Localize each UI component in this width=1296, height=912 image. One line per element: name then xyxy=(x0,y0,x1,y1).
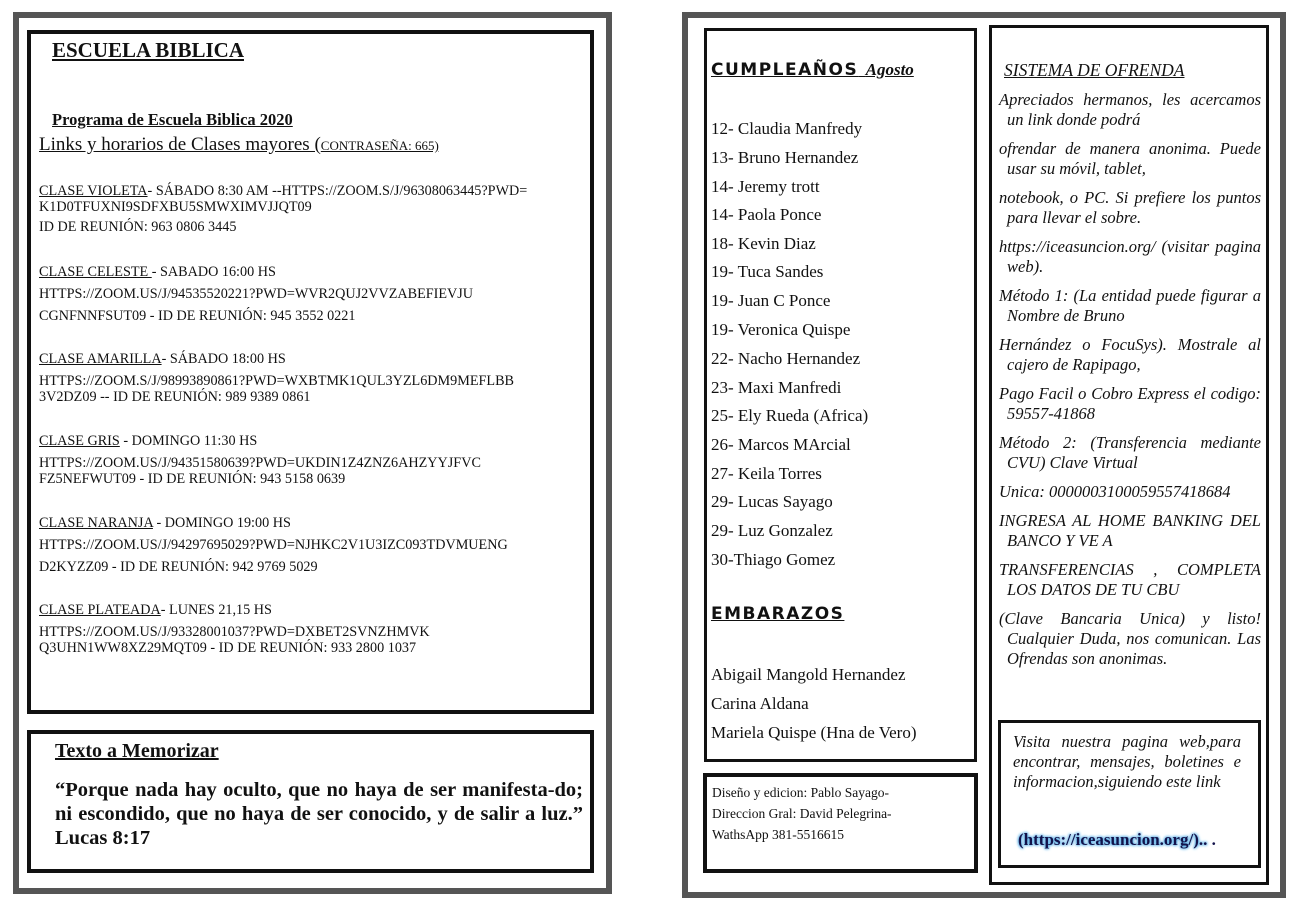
birthday-item: 14- Jeremy trott xyxy=(711,177,820,196)
program-title: Programa de Escuela Biblica 2020 xyxy=(52,110,293,129)
birthday-item: 29- Lucas Sayago xyxy=(711,492,833,511)
class-meeting-id: Q3UHN1WW8XZ29MQT09 - ID DE REUNIÓN: 933 2800 1037 xyxy=(39,640,417,656)
credits-design: Diseño y edicion: Pablo Sayago- xyxy=(712,785,889,800)
offering-paragraph: INGRESA AL HOME BANKING DEL BANCO Y VE A xyxy=(999,511,1261,550)
birthday-item: 19- Veronica Quispe xyxy=(711,320,851,339)
website-link[interactable] xyxy=(1018,830,1216,850)
birthday-item: 14- Paola Ponce xyxy=(711,205,822,224)
class-link[interactable]: HTTPS://ZOOM.US/J/94535520221?PWD=WVR2QUJ2VVZABEFIEVJU xyxy=(39,286,474,302)
website-trail: . xyxy=(1207,830,1216,849)
class-schedule: - DOMINGO 11:30 HS xyxy=(119,433,258,449)
pregnancies-title: EMBARAZOS xyxy=(711,604,845,624)
class-gris xyxy=(39,433,584,487)
offering-paragraph: Apreciados hermanos, les acercamos un link donde podrá xyxy=(999,90,1261,129)
birthday-item: 12- Claudia Manfredy xyxy=(711,119,863,138)
class-schedule: - SÁBADO 18:00 HS xyxy=(161,351,286,367)
birthday-item: 19- Tuca Sandes xyxy=(711,262,824,281)
links-title xyxy=(39,134,439,156)
class-meeting-id: D2KYZZ09 - ID DE REUNIÓN: 942 9769 5029 xyxy=(39,559,318,575)
class-plateada xyxy=(39,602,584,656)
class-schedule: - SÁBADO 8:30 AM --HTTPS://ZOOM.S/J/96308063445?PWD= xyxy=(147,183,528,199)
offering-paragraph: TRANSFERENCIAS , COMPLETA LOS DATOS DE TU CBU xyxy=(999,560,1261,599)
memory-verse-title: Texto a Memorizar xyxy=(55,740,219,762)
birthday-item: 19- Juan C Ponce xyxy=(711,291,831,310)
class-name: CLASE VIOLETA xyxy=(39,183,148,199)
class-meeting-id: FZ5NEFWUT09 - ID DE REUNIÓN: 943 5158 0639 xyxy=(39,471,346,487)
birthday-item: 23- Maxi Manfredi xyxy=(711,378,842,397)
class-name: CLASE CELESTE xyxy=(39,264,152,280)
class-meeting-id: ID DE REUNIÓN: 963 0806 3445 xyxy=(39,219,237,235)
class-amarilla xyxy=(39,351,584,405)
pregnancy-item: Carina Aldana xyxy=(711,694,809,713)
bible-school-title: ESCUELA BIBLICA xyxy=(52,38,244,62)
birthday-item: 13- Bruno Hernandez xyxy=(711,148,859,167)
class-meeting-id: CGNFNNFSUT09 - ID DE REUNIÓN: 945 3552 0221 xyxy=(39,308,356,324)
birthday-item: 26- Marcos MArcial xyxy=(711,435,851,454)
class-schedule: - LUNES 21,15 HS xyxy=(160,602,272,618)
class-celeste xyxy=(39,264,584,324)
offering-text xyxy=(999,90,1261,678)
class-name: CLASE PLATEADA xyxy=(39,602,161,618)
birthdays-title-text: CUMPLEAÑOS xyxy=(711,60,859,80)
pregnancy-item: Mariela Quispe (Hna de Vero) xyxy=(711,723,917,742)
links-title-text: Links y horarios de Clases mayores ( xyxy=(39,134,321,155)
offering-paragraph: ofrendar de manera anonima. Puede usar su móvil, tablet, xyxy=(999,139,1261,178)
class-schedule: - SABADO 16:00 HS xyxy=(151,264,276,280)
class-name: CLASE AMARILLA xyxy=(39,351,162,367)
offering-paragraph: Método 2: (Transferencia mediante CVU) Clave Virtual xyxy=(999,433,1261,472)
birthday-item: 30-Thiago Gomez xyxy=(711,550,836,569)
class-link[interactable]: HTTPS://ZOOM.US/J/94351580639?PWD=UKDIN1Z4ZNZ6AHZYYJFVC xyxy=(39,455,481,471)
credits-direction: Direccion Gral: David Pelegrina- xyxy=(712,806,892,821)
offering-paragraph: Unica: 0000003100059557418684 xyxy=(999,482,1231,501)
class-violeta xyxy=(39,183,584,235)
offering-paragraph: (Clave Bancaria Unica) y listo! Cualquier Duda, nos comunican. Las Ofrendas son anonimas. xyxy=(999,609,1261,668)
website-url[interactable]: (https://iceasuncion.org/).. xyxy=(1018,830,1208,849)
class-link[interactable]: HTTPS://ZOOM.US/J/94297695029?PWD=NJHKC2V1U3IZC093TDVMUENG xyxy=(39,537,508,553)
credits-whatsapp: WathsApp 381-5516615 xyxy=(712,827,845,842)
offering-paragraph: notebook, o PC. Si prefiere los puntos para llevar el sobre. xyxy=(999,188,1261,227)
birthday-item: 29- Luz Gonzalez xyxy=(711,521,833,540)
class-name: CLASE GRIS xyxy=(39,433,120,449)
birthdays-month: Agosto xyxy=(865,60,914,79)
offering-title: SISTEMA DE OFRENDA xyxy=(1004,60,1185,80)
birthday-item: 18- Kevin Diaz xyxy=(711,234,816,253)
visit-text: Visita nuestra pagina web,para encontrar, mensajes, boletines e informacion,siguiendo este link xyxy=(1013,732,1241,791)
memory-verse-text: “Porque nada hay oculto, que no haya de ser manifesta-do; ni escondido, que no haya de ser conocido, y de salir a luz.” Lucas 8:17 xyxy=(55,779,583,849)
class-meeting-id: 3V2DZ09 -- ID DE REUNIÓN: 989 9389 0861 xyxy=(39,389,311,405)
birthdays-title xyxy=(711,60,914,80)
birthday-item: 25- Ely Rueda (Africa) xyxy=(711,406,869,425)
class-link[interactable]: K1D0TFUXNI9SDFXBU5SMWXIMVJJQT09 xyxy=(39,199,312,215)
pregnancy-item: Abigail Mangold Hernandez xyxy=(711,665,906,684)
class-schedule: - DOMINGO 19:00 HS xyxy=(152,515,291,531)
class-naranja xyxy=(39,515,584,575)
birthday-item: 27- Keila Torres xyxy=(711,464,822,483)
class-name: CLASE NARANJA xyxy=(39,515,153,531)
class-link[interactable]: HTTPS://ZOOM.US/J/93328001037?PWD=DXBET2SVNZHMVK xyxy=(39,624,430,640)
offering-paragraph: Método 1: (La entidad puede figurar a Nombre de Bruno xyxy=(999,286,1261,325)
class-link[interactable]: HTTPS://ZOOM.S/J/98993890861?PWD=WXBTMK1QUL3YZL6DM9MEFLBB xyxy=(39,373,515,389)
offering-paragraph[interactable]: https://iceasuncion.org/ (visitar pagina web). xyxy=(999,237,1261,276)
birthday-item: 22- Nacho Hernandez xyxy=(711,349,861,368)
links-password: CONTRASEÑA: 665) xyxy=(320,138,439,153)
offering-paragraph: Pago Facil o Cobro Express el codigo: 59557-41868 xyxy=(999,384,1261,423)
credits xyxy=(712,782,892,845)
offering-paragraph: Hernández o FocuSys). Mostrale al cajero de Rapipago, xyxy=(999,335,1261,374)
